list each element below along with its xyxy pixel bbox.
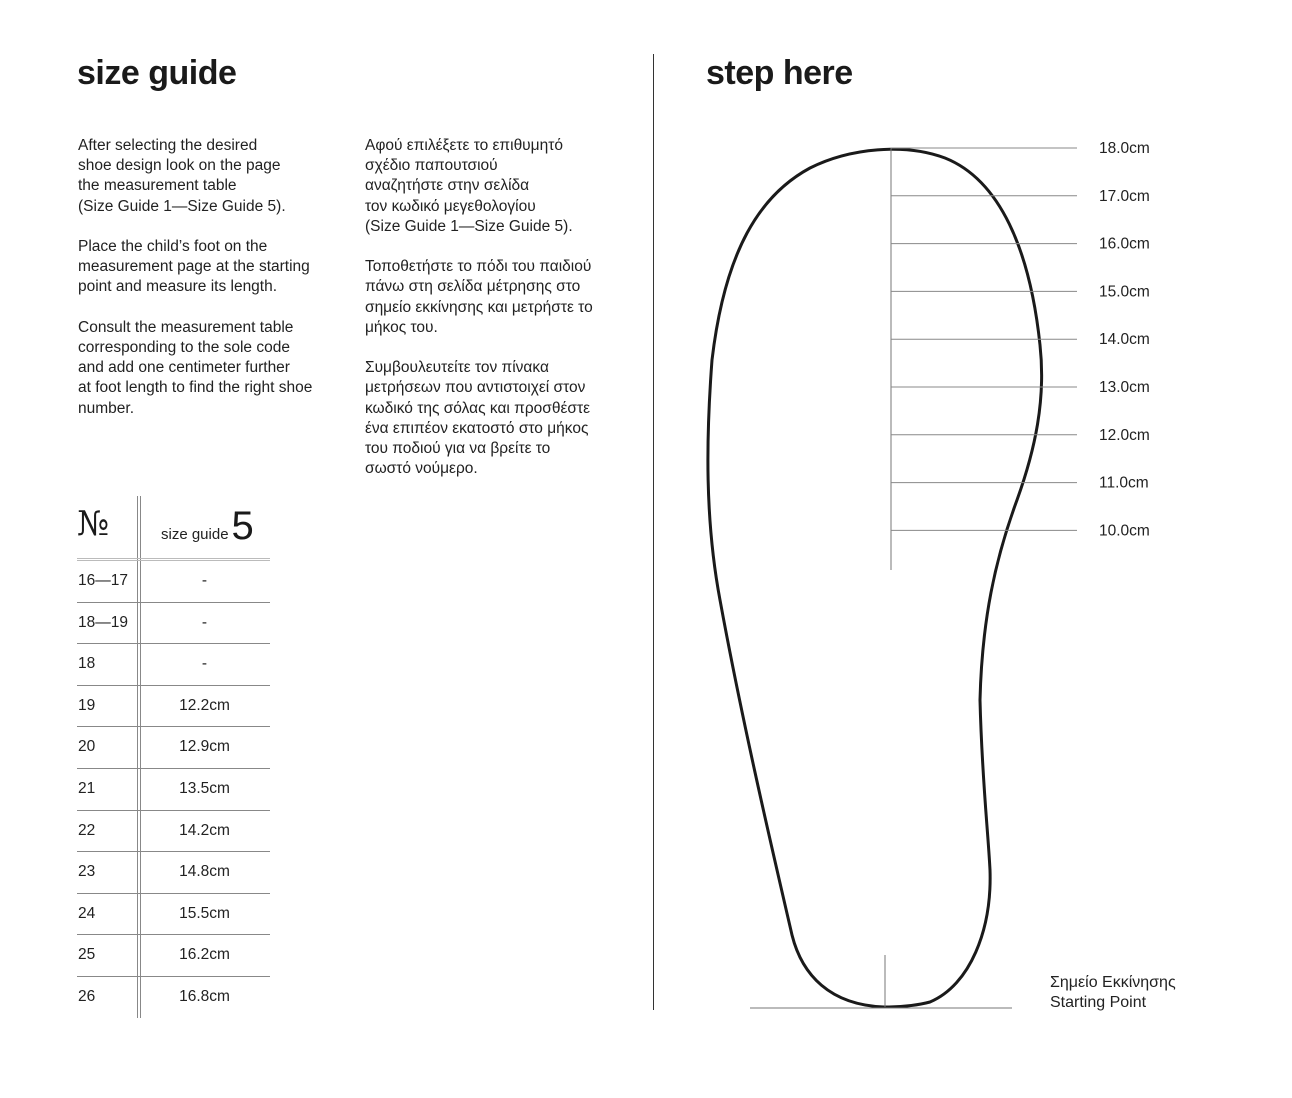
size-cell: 24 bbox=[78, 904, 96, 922]
size-cell: 19 bbox=[78, 696, 96, 714]
tick-label: 11.0cm bbox=[1099, 474, 1149, 492]
length-cell: 16.2cm bbox=[179, 946, 230, 964]
starting-point-greek: Σημείο Εκκίνησης bbox=[1050, 974, 1176, 991]
size-cell: 20 bbox=[78, 738, 96, 756]
length-cell: 12.2cm bbox=[179, 696, 230, 714]
step-here-title: step here bbox=[706, 54, 853, 92]
size-guide-header-label: size guide bbox=[161, 526, 229, 543]
tick-label: 10.0cm bbox=[1099, 522, 1150, 540]
size-cell: 25 bbox=[78, 946, 96, 964]
greek-paragraph-1: Αφού επιλέξετε το επιθυμητό σχέδιο παπουτσιού αναζητήστε στην σελίδα τον κωδικό μεγεθολογίου (Size Guide 1—Size Guide 5). bbox=[365, 137, 573, 235]
starting-point-english: Starting Point bbox=[1050, 994, 1147, 1011]
tick-label: 14.0cm bbox=[1099, 331, 1150, 349]
english-paragraph-1: After selecting the desired shoe design look on the page the measurement table (Size Guide 1—Size Guide 5). bbox=[78, 137, 286, 215]
length-cell: 12.9cm bbox=[179, 738, 230, 756]
greek-paragraph-3: Συμβουλευτείτε τον πίνακα μετρήσεων που αντιστοιχεί στον κωδικό της σόλας και προσθέστε ένα επιπέον εκατοστό στο μήκος του ποδιού για να βρείτε το σωστό νούμερο. bbox=[365, 359, 590, 478]
size-cell: 23 bbox=[78, 863, 96, 881]
size-cell: 26 bbox=[78, 987, 96, 1005]
length-cell: 13.5cm bbox=[179, 779, 230, 797]
size-guide-number: 5 bbox=[231, 504, 254, 548]
english-paragraph-2: Place the child’s foot on the measurement page at the starting point and measure its length. bbox=[78, 238, 310, 296]
length-cell: 14.2cm bbox=[179, 821, 230, 839]
number-sign-header: № bbox=[77, 504, 110, 544]
foot-outline bbox=[708, 149, 1042, 1007]
english-paragraph-3: Consult the measurement table corresponding to the sole code and add one centimeter further at foot length to find the right shoe number. bbox=[78, 318, 313, 417]
greek-paragraph-2: Τοποθετήστε το πόδι του παιδιού πάνω στη σελίδα μέτρησης στο σημείο εκκίνησης και μετρήστε το μήκος του. bbox=[365, 258, 593, 336]
tick-label: 15.0cm bbox=[1099, 283, 1150, 301]
length-cell: 15.5cm bbox=[179, 904, 230, 922]
length-cell: 16.8cm bbox=[179, 987, 230, 1005]
tick-label: 17.0cm bbox=[1099, 187, 1150, 205]
size-guide-title: size guide bbox=[77, 54, 237, 92]
tick-label: 16.0cm bbox=[1099, 235, 1150, 253]
length-cell: - bbox=[201, 655, 208, 673]
length-cell: - bbox=[201, 613, 208, 631]
tick-label: 18.0cm bbox=[1099, 140, 1150, 157]
size-cell: 21 bbox=[78, 779, 96, 797]
tick-group bbox=[891, 140, 1150, 539]
tick-label: 13.0cm bbox=[1099, 379, 1150, 396]
length-cell: - bbox=[201, 572, 208, 589]
size-cell: 18—19 bbox=[78, 613, 128, 631]
size-cell: 18 bbox=[78, 655, 96, 673]
starting-point-label bbox=[1050, 973, 1176, 1013]
tick-label: 12.0cm bbox=[1099, 426, 1150, 444]
size-cell: 16—17 bbox=[78, 572, 128, 589]
size-cell: 22 bbox=[78, 821, 96, 839]
length-cell: 14.8cm bbox=[179, 863, 230, 881]
